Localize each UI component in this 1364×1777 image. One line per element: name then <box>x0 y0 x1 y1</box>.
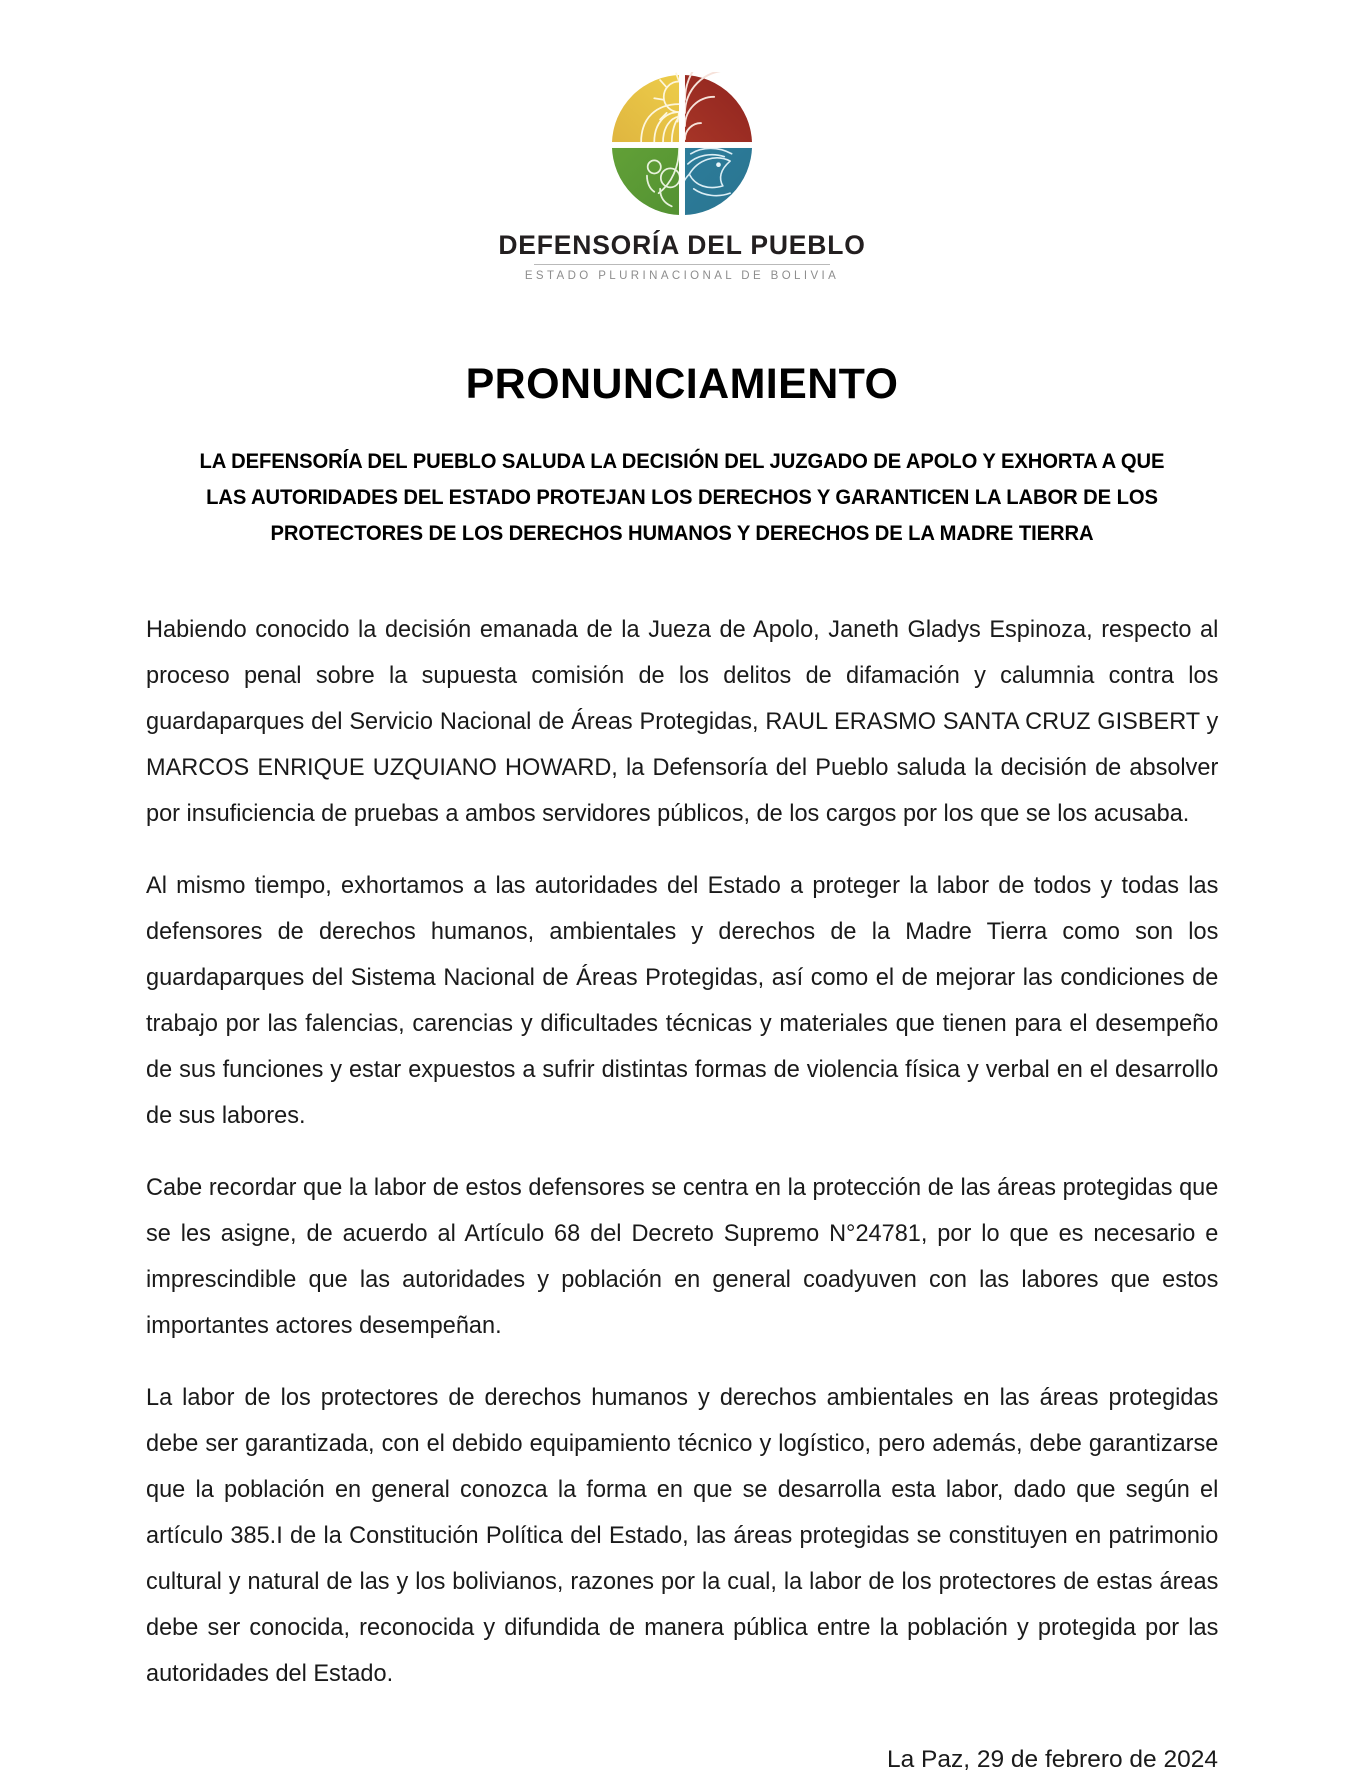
page-title: PRONUNCIAMIENTO <box>465 360 899 408</box>
body-paragraph: Habiendo conocido la decisión emanada de la Jueza de Apolo, Janeth Gladys Espinoza, respecto al proceso penal sobre la supuesta comisión de los delitos de difamación y calumnia contra los guardaparques del Servicio Nacional de Áreas Protegidas, RAUL ERASMO SANTA CRUZ GISBERT y MARCOS ENRIQUE UZQUIANO HOWARD, la Defensoría del Pueblo saluda la decisión de absolver por insuficiencia de pruebas a ambos servidores públicos, de los cargos por los que se los acusaba. <box>146 616 1219 827</box>
logo-title: DEFENSORÍA DEL PUEBLO <box>498 230 866 260</box>
document-subtitle <box>183 443 1181 551</box>
subtitle-line: PROTECTORES DE LOS DERECHOS HUMANOS Y DERECHOS DE LA MADRE TIERRA <box>270 521 1094 545</box>
institution-logo-block <box>0 0 1364 282</box>
body-paragraph: Al mismo tiempo, exhortamos a las autoridades del Estado a proteger la labor de todos y todas las defensores de derechos humanos, ambientales y derechos de la Madre Tierra como son los guardaparques del Sistema Nacional de Áreas Protegidas, así como el de mejorar las condiciones de trabajo por las falencias, carencias y dificultades técnicas y materiales que tienen para el desempeño de sus funciones y estar expuestos a sufrir distintas formas de violencia física y verbal en el desarrollo de sus labores. <box>146 872 1219 1129</box>
logo-subtitle: ESTADO PLURINACIONAL DE BOLIVIA <box>524 269 840 282</box>
document-body <box>146 607 1218 1697</box>
body-paragraph: La labor de los protectores de derechos humanos y derechos ambientales en las áreas protegidas debe ser garantizada, con el debido equipamiento técnico y logístico, pero además, debe garantizarse que la población en general conozca la forma en que se desarrolla esta labor, dado que según el artículo 385.I de la Constitución Política del Estado, las áreas protegidas se constituyen en patrimonio cultural y natural de las y los bolivianos, razones por la cual, la labor de los protectores de estas áreas debe ser conocida, reconocida y difundida de manera pública entre la población y protegida por las autoridades del Estado. <box>146 1384 1219 1687</box>
document-date: La Paz, 29 de febrero de 2024 <box>886 1746 1218 1773</box>
subtitle-line: LAS AUTORIDADES DEL ESTADO PROTEJAN LOS DERECHOS Y GARANTICEN LA LABOR DE LOS <box>206 485 1158 509</box>
subtitle-line: LA DEFENSORÍA DEL PUEBLO SALUDA LA DECISIÓN DEL JUZGADO DE APOLO Y EXHORTA A QUE <box>199 449 1165 473</box>
body-paragraph: Cabe recordar que la labor de estos defensores se centra en la protección de las áreas protegidas que se les asigne, de acuerdo al Artículo 68 del Decreto Supremo N°24781, por lo que es necesario e imprescindible que las autoridades y población en general coadyuven con las labores que estos importantes actores desempeñan. <box>146 1174 1219 1339</box>
logo-divider <box>534 264 830 265</box>
defensoria-del-pueblo-logo-icon <box>609 72 755 218</box>
